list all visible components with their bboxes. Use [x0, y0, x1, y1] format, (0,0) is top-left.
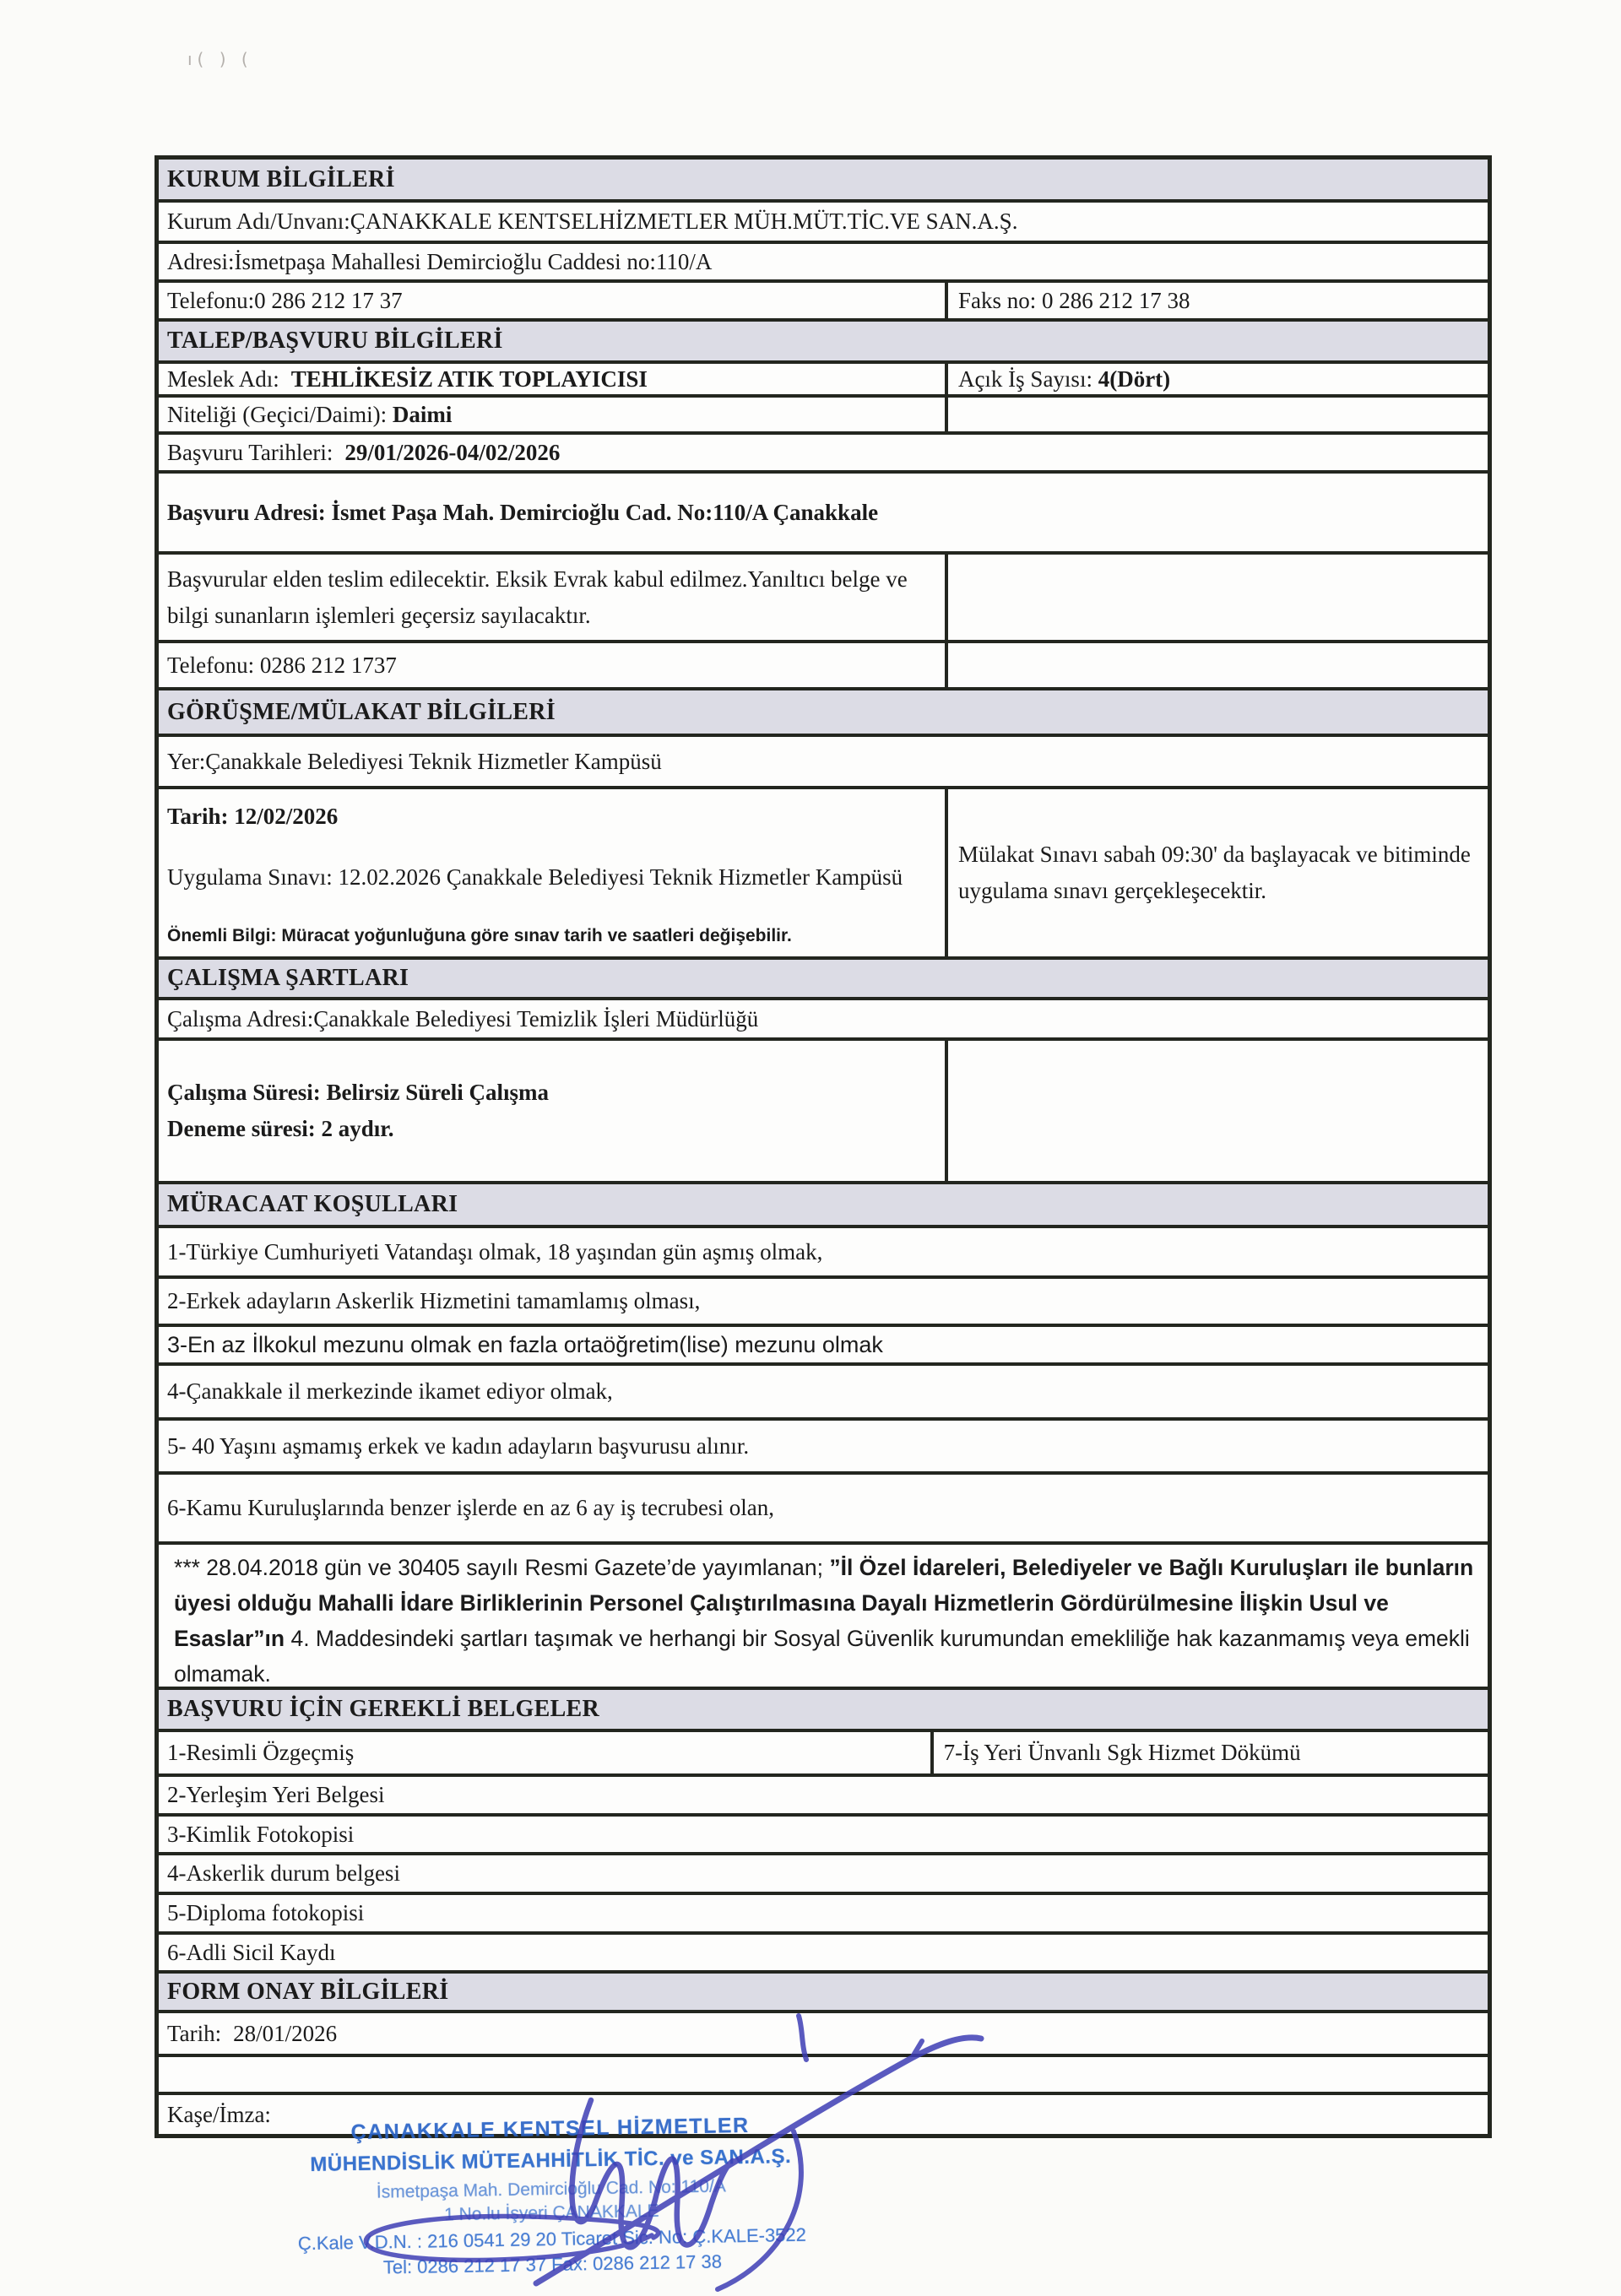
- row-basvuru-tarihleri: [159, 435, 1488, 474]
- row-meslek: [159, 364, 1488, 398]
- row-calisma-adresi: [159, 1000, 1488, 1041]
- row-kosul-1: [159, 1228, 1488, 1279]
- kosul-text: 6-Kamu Kuruluşlarında benzer işlerde en az 6 ay iş tecrubesi olan,: [167, 1495, 774, 1521]
- belge-text: 3-Kimlik Fotokopisi: [167, 1821, 355, 1847]
- acik-is-label: Açık İş Sayısı:: [957, 366, 1092, 392]
- stamp-line-4: 1 No.lu İşyeri ÇANAKKALE: [443, 2201, 659, 2225]
- cell-meslek: [159, 364, 948, 394]
- row-gorusme-yer: [159, 737, 1488, 789]
- row-kosul-5: [159, 1421, 1488, 1475]
- row-kurum-adi: [159, 203, 1488, 244]
- belge-text: 5-Diploma fotokopisi: [167, 1900, 365, 1926]
- stamp-line-1: ÇANAKKALE KENTSEL HİZMETLER: [350, 2113, 750, 2145]
- row-kosul-2: [159, 1279, 1488, 1327]
- row-onay-tarih: [159, 2013, 1488, 2057]
- uygulama-sinavi-text: Uygulama Sınavı: 12.02.2026 Çanakkale Belediyesi Teknik Hizmetler Kampüsü: [167, 864, 903, 891]
- row-dipnot: [159, 1545, 1488, 1690]
- row-kurum-adres: [159, 244, 1488, 283]
- dipnot-suffix: 4. Maddesindeki şartları taşımak ve herhangi bir Sosyal Güvenlik kurumundan emekliliğe hak kazanmamış veya emekli olmamak.: [174, 1626, 1470, 1687]
- cell-acik-is: [948, 364, 1488, 394]
- row-basvuru-telefon: [159, 643, 1488, 690]
- cell-empty: [948, 1041, 1488, 1181]
- calisma-adresi-text: Çalışma Adresi:Çanakkale Belediyesi Temizlik İşleri Müdürlüğü: [167, 1005, 759, 1032]
- cell-belge-1: [159, 1732, 934, 1773]
- cell-belge-7: [934, 1732, 1488, 1773]
- kosul-text: 4-Çanakkale il merkezinde ikamet ediyor olmak,: [167, 1378, 613, 1405]
- cell-empty: [948, 643, 1488, 687]
- onay-tarih-value: 28/01/2026: [233, 2020, 338, 2046]
- onay-tarih-label: Tarih:: [167, 2020, 222, 2046]
- row-calisma-suresi: [159, 1041, 1488, 1184]
- job-application-form: [155, 155, 1492, 2138]
- section-title: ÇALIŞMA ŞARTLARI: [167, 965, 409, 992]
- section-title: GÖRÜŞME/MÜLAKAT BİLGİLERİ: [167, 698, 556, 725]
- row-kosul-4: [159, 1366, 1488, 1421]
- row-belge-5: [159, 1895, 1488, 1935]
- row-belge-6: [159, 1935, 1488, 1974]
- belge-text: 4-Askerlik durum belgesi: [167, 1860, 400, 1887]
- row-nitelik: [159, 398, 1488, 435]
- row-kase-imza: [159, 2095, 1488, 2134]
- section-header-gorusme: [159, 690, 1488, 737]
- section-header-onay: [159, 1974, 1488, 2013]
- mulakat-text: Mülakat Sınavı sabah 09:30' da başlayacak ve bitiminde uygulama sınavı gerçekleşecektir.: [957, 842, 1471, 903]
- row-kosul-3: [159, 1327, 1488, 1366]
- row-sinav-detay: [159, 789, 1488, 960]
- stamp-line-5: Ç.Kale V.D.N. : 216 0541 29 20 Ticaret Sic. No: Ç.KALE-3522: [297, 2223, 807, 2255]
- meslek-value: TEHLİKESİZ ATIK TOPLAYICISI: [290, 366, 648, 392]
- cell-nitelik: [159, 398, 948, 431]
- meslek-label: Meslek Adı:: [167, 366, 279, 392]
- calisma-suresi-text: Çalışma Süresi: Belirsiz Süreli Çalışma: [167, 1080, 549, 1106]
- telefon-text: Telefonu:0 286 212 17 37: [167, 287, 403, 313]
- onemli-bilgi-text: Önemli Bilgi: Müracat yoğunluğuna göre sınav tarih ve saatleri değişebilir.: [167, 925, 792, 945]
- cell-sinav-sol: [159, 789, 948, 956]
- cell-empty: [948, 398, 1488, 431]
- cell-telefon: [159, 283, 948, 318]
- belge-text: 6-Adli Sicil Kaydı: [167, 1939, 336, 1965]
- scan-artifact-marks: ı( ) (: [187, 49, 253, 69]
- row-belge-4: [159, 1855, 1488, 1895]
- stamp-line-3: İsmetpaşa Mah. Demircioğlu Cad. No: 110/A: [376, 2176, 727, 2202]
- dipnot-bold: ”İl Özel İdareleri, Belediyeler ve Bağlı Kuruluşları ile bunların üyesi olduğu Mahalli İdare Birliklerinin Personel Çalıştırılmasına Dayalı Hizmetlerin Gördürülmesine İlişkin Usul ve Esaslar”ın: [174, 1555, 1474, 1651]
- kosul-text: 3-En az İlkokul mezunu olmak en fazla ortaöğretim(lise) mezunu olmak: [167, 1331, 883, 1357]
- gorusme-yer-text: Yer:Çanakkale Belediyesi Teknik Hizmetler Kampüsü: [167, 748, 662, 774]
- cell-mulakat: [948, 789, 1488, 956]
- cell-faks: [948, 283, 1488, 318]
- acik-is-value: 4(Dört): [1098, 366, 1171, 392]
- section-header-belgeler: [159, 1690, 1488, 1732]
- nitelik-label: Niteliği (Geçici/Daimi):: [167, 401, 388, 427]
- row-telefon-faks: [159, 283, 1488, 322]
- deneme-suresi-text: Deneme süresi: 2 aydır.: [167, 1116, 394, 1141]
- section-header-talep: [159, 322, 1488, 364]
- row-belge-1-7: [159, 1732, 1488, 1777]
- row-basvuru-adresi: [159, 474, 1488, 555]
- row-empty: [159, 2057, 1488, 2095]
- row-belge-3: [159, 1817, 1488, 1855]
- tarihler-value: 29/01/2026-04/02/2026: [344, 439, 561, 465]
- belge-text: 1-Resimli Özgeçmiş: [167, 1740, 355, 1766]
- cell-calisma-suresi: [159, 1041, 948, 1181]
- section-header-kurum: [159, 160, 1488, 203]
- dipnot-prefix: *** 28.04.2018 gün ve 30405 sayılı Resmi Gazete’de yayımlanan;: [174, 1555, 830, 1580]
- dipnot-paragraph: [167, 1545, 1488, 1697]
- stamp-line-2: MÜHENDİSLİK MÜTEAHHİTLİK TİC. ve SAN.A.Ş.: [310, 2145, 792, 2176]
- kosul-text: 1-Türkiye Cumhuriyeti Vatandaşı olmak, 18 yaşından gün aşmış olmak,: [167, 1238, 823, 1264]
- kurum-adres-text: Adresi:İsmetpaşa Mahallesi Demircioğlu Caddesi no:110/A: [167, 248, 713, 274]
- cell-teslim-notu: [159, 555, 948, 640]
- cell-basvuru-telefon: [159, 643, 948, 687]
- section-title: MÜRACAAT KOŞULLARI: [167, 1191, 458, 1218]
- basvuru-adresi-text: Başvuru Adresi: İsmet Paşa Mah. Demircioğlu Cad. No:110/A Çanakkale: [167, 499, 879, 525]
- teslim-notu-text: Başvurular elden teslim edilecektir. Eksik Evrak kabul edilmez.Yanıltıcı belge ve bilgi sunanların işlemleri geçersiz sayılacaktır.: [167, 566, 908, 628]
- kase-imza-label: Kaşe/İmza:: [167, 2101, 271, 2127]
- tarihler-label: Başvuru Tarihleri:: [167, 439, 333, 465]
- nitelik-value: Daimi: [392, 401, 453, 427]
- stamp-line-6: Tel: 0286 212 17 37 Fax: 0286 212 17 38: [382, 2250, 723, 2278]
- section-header-calisma: [159, 960, 1488, 1000]
- basvuru-telefon-text: Telefonu: 0286 212 1737: [167, 652, 397, 678]
- section-title: FORM ONAY BİLGİLERİ: [167, 1978, 449, 2005]
- kosul-text: 2-Erkek adayların Askerlik Hizmetini tamamlamış olması,: [167, 1288, 701, 1314]
- row-teslim-notu: [159, 555, 1488, 643]
- section-title: BAŞVURU İÇİN GEREKLİ BELGELER: [167, 1696, 600, 1723]
- faks-text: Faks no: 0 286 212 17 38: [957, 287, 1190, 313]
- section-title: KURUM BİLGİLERİ: [167, 165, 395, 192]
- section-header-muracaat: [159, 1184, 1488, 1228]
- row-belge-2: [159, 1777, 1488, 1817]
- belge-text: 7-İş Yeri Ünvanlı Sgk Hizmet Dökümü: [943, 1740, 1301, 1766]
- kurum-adi-text: Kurum Adı/Unvanı:ÇANAKKALE KENTSELHİZMETLER MÜH.MÜT.TİC.VE SAN.A.Ş.: [167, 208, 1018, 235]
- cell-empty: [948, 555, 1488, 640]
- kosul-text: 5- 40 Yaşını aşmamış erkek ve kadın adayların başvurusu alınır.: [167, 1432, 750, 1459]
- belge-text: 2-Yerleşim Yeri Belgesi: [167, 1782, 385, 1808]
- row-kosul-6: [159, 1475, 1488, 1545]
- gorusme-tarih-text: Tarih: 12/02/2026: [167, 804, 339, 829]
- section-title: TALEP/BAŞVURU BİLGİLERİ: [167, 328, 503, 355]
